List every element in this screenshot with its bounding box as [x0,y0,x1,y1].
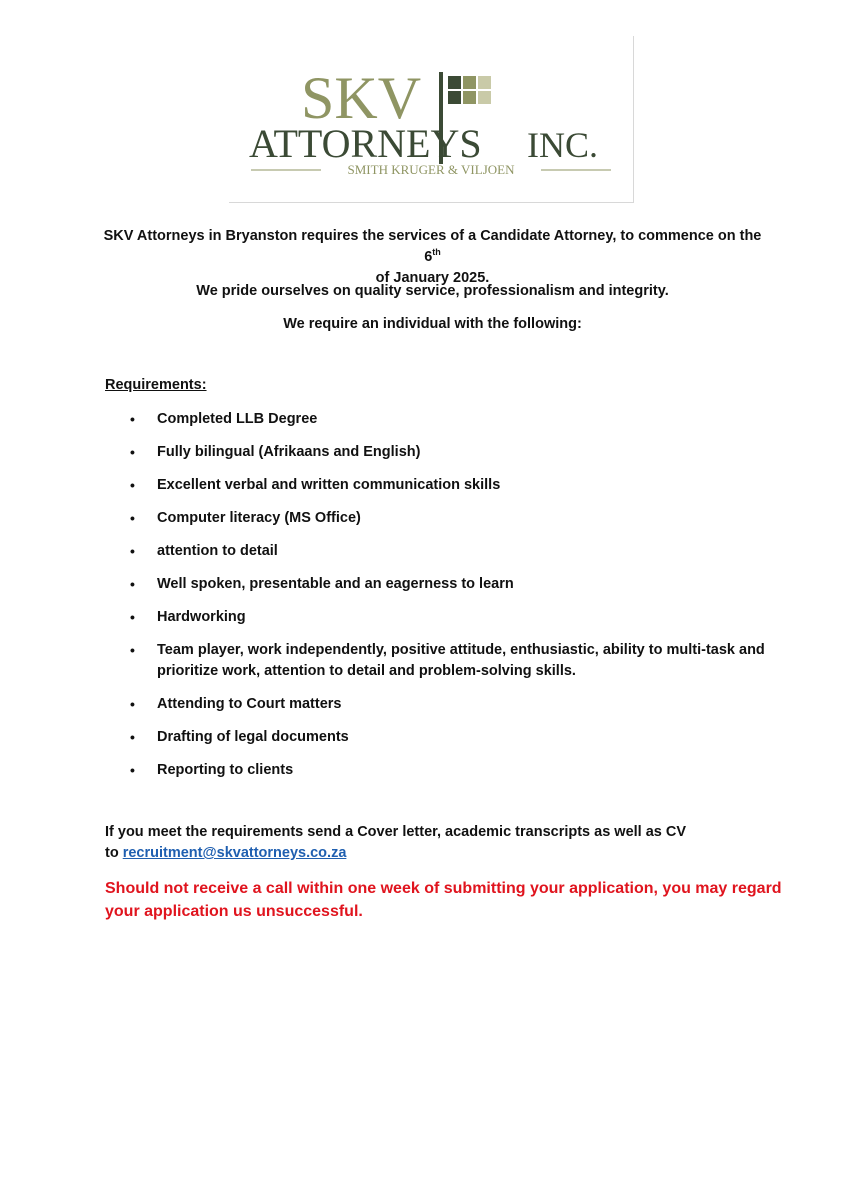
intro-paragraph [100,226,765,289]
requirement-item [105,607,775,628]
company-logo [229,36,634,203]
requirement-text: Excellent verbal and written communication skills [157,477,501,493]
skv-logo-graphic [229,36,634,203]
bullet-icon: • [130,696,135,712]
requirement-item [105,760,775,781]
requirement-item [105,727,775,748]
requirement-item [105,409,775,430]
bullet-icon: • [130,642,135,658]
intro-line1-text: SKV Attorneys in Bryanston requires the services of a Candidate Attorney, to commence on the 6 [103,228,762,265]
apply-to: to [105,845,119,861]
bullet-icon: • [130,543,135,559]
requirement-lead-in: We require an individual with the following: [283,316,582,332]
requirement-item [105,694,775,715]
requirement-text: Team player, work independently, positive attitude, enthusiastic, ability to multi-task and prioritize work, attention to detail and problem-solving skills. [157,642,765,679]
requirement-item [105,442,775,463]
requirement-text: Drafting of legal documents [157,729,349,745]
requirement-text: Hardworking [157,609,246,625]
requirement-text: Reporting to clients [157,762,294,778]
requirement-item [105,574,775,595]
values-statement: We pride ourselves on quality service, professionalism and integrity. [196,283,669,299]
requirement-text: Computer literacy (MS Office) [157,510,361,526]
requirement-text: Attending to Court matters [157,696,342,712]
logo-attorneys-text: ATTORNEYS [249,121,482,166]
requirement-text: Completed LLB Degree [157,411,318,427]
bullet-icon: • [130,576,135,592]
logo-skv-text: SKV [301,65,422,131]
requirement-text: attention to detail [157,543,278,559]
recruitment-email-link[interactable]: recruitment@skvattorneys.co.za [122,845,347,861]
logo-grid-icon [448,76,491,104]
intro-superscript: th [432,247,441,258]
requirements-list [105,409,775,793]
requirement-item [105,508,775,529]
requirement-item [105,541,775,562]
unsuccessful-notice: Should not receive a call within one week of submitting your application, you may regard your application us unsuccessful. [105,880,782,920]
requirement-text: Well spoken, presentable and an eagerness to learn [157,576,514,592]
logo-inc-text: INC. [527,125,598,165]
bullet-icon: • [130,411,135,427]
requirement-item [105,475,775,496]
bullet-icon: • [130,729,135,745]
bullet-icon: • [130,477,135,493]
bullet-icon: • [130,609,135,625]
bullet-icon: • [130,762,135,778]
requirement-item [105,640,775,682]
apply-text: If you meet the requirements send a Cover letter, academic transcripts as well as CV [105,824,687,840]
bullet-icon: • [130,444,135,460]
application-instructions [105,822,785,864]
intro-line1-continuation: of January 2025. [375,270,490,286]
logo-names-text: SMITH KRUGER & VILJOEN [347,162,515,177]
requirements-heading: Requirements: [105,377,207,393]
requirement-text: Fully bilingual (Afrikaans and English) [157,444,421,460]
bullet-icon: • [130,510,135,526]
